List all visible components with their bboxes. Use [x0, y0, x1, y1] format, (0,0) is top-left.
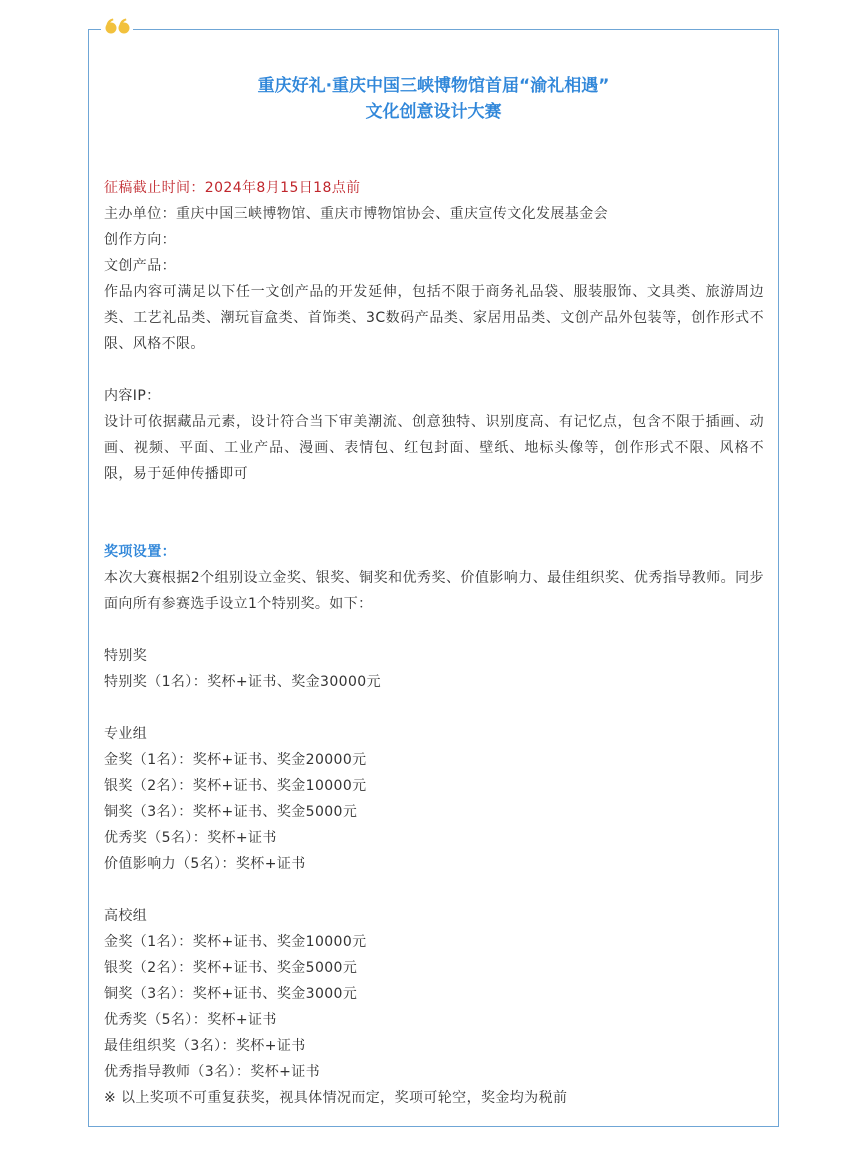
award-item: 优秀指导教师（3名）：奖杯+证书: [104, 1064, 321, 1080]
products-text: 作品内容可满足以下任一文创产品的开发延伸，包括不限于商务礼品袋、服装服饰、文具类、旅游周边类、工艺礼品类、潮玩盲盒类、首饰类、3C数码产品类、家居用品类、文创产品外包装等，创作形式不限、风格不限。: [104, 284, 764, 352]
award-item: 铜奖（3名）：奖杯+证书、奖金5000元: [104, 804, 358, 820]
award-item: 银奖（2名）：奖杯+证书、奖金5000元: [104, 960, 358, 976]
products-label: 文创产品：: [104, 258, 176, 274]
awards-note: ※ 以上奖项不可重复获奖，视具体情况而定，奖项可轮空，奖金均为税前: [104, 1090, 568, 1106]
award-item: 价值影响力（5名）：奖杯+证书: [104, 856, 306, 872]
award-item: 优秀奖（5名）：奖杯+证书: [104, 1012, 277, 1028]
award-item: 金奖（1名）：奖杯+证书、奖金20000元: [104, 752, 367, 768]
award-item: 最佳组织奖（3名）：奖杯+证书: [104, 1038, 306, 1054]
college-group-title: 高校组: [104, 908, 148, 924]
title-line-2: 文化创意设计大赛: [365, 102, 502, 122]
ip-text: 设计可依据藏品元素，设计符合当下审美潮流、创意独特、识别度高、有记忆点，包含不限于插画、动画、视频、平面、工业产品、漫画、表情包、红包封面、壁纸、地标头像等，创作形式不限、风格不限，易于延伸传播即可: [104, 414, 764, 482]
title-line-1: 重庆好礼·重庆中国三峡博物馆首届“渝礼相遇”: [257, 76, 610, 96]
award-item: 银奖（2名）：奖杯+证书、奖金10000元: [104, 778, 367, 794]
quote-icon: [101, 13, 133, 39]
organizer-text: 主办单位：重庆中国三峡博物馆、重庆市博物馆协会、重庆宣传文化发展基金会: [104, 206, 608, 222]
awards-description: 本次大赛根据2个组别设立金奖、银奖、铜奖和优秀奖、价值影响力、最佳组织奖、优秀指导教师。同步面向所有参赛选手设立1个特别奖。如下：: [104, 570, 764, 612]
award-item: 金奖（1名）：奖杯+证书、奖金10000元: [104, 934, 367, 950]
awards-heading: 奖项设置：: [104, 544, 176, 560]
article-title: [88, 73, 779, 125]
professional-group-title: 专业组: [104, 726, 148, 742]
award-item: 铜奖（3名）：奖杯+证书、奖金3000元: [104, 986, 358, 1002]
ip-label: 内容IP：: [104, 388, 161, 404]
article-body: [104, 175, 764, 1111]
direction-label: 创作方向：: [104, 232, 176, 248]
deadline-text: 征稿截止时间：2024年8月15日18点前: [104, 180, 361, 196]
award-item: 优秀奖（5名）：奖杯+证书: [104, 830, 277, 846]
special-group-title: 特别奖: [104, 648, 148, 664]
award-item: 特别奖（1名）：奖杯+证书、奖金30000元: [104, 674, 381, 690]
